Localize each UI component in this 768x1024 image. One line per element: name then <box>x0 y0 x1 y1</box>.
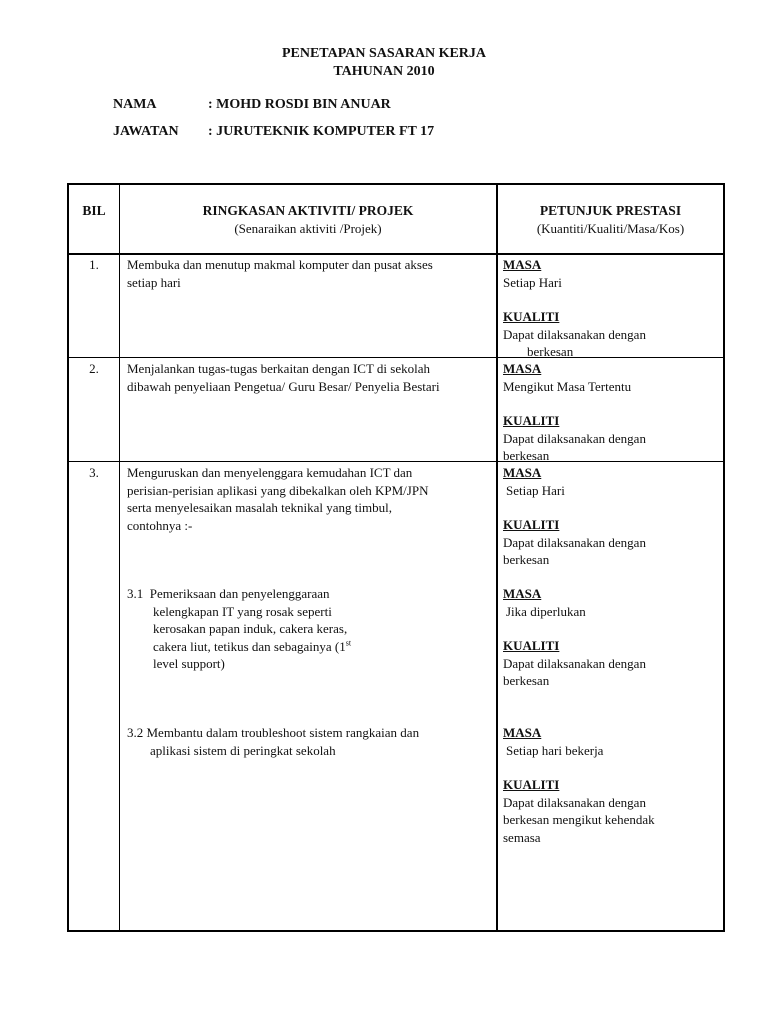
subitem-3-1 <box>127 585 493 673</box>
row-3-indicator-3 <box>503 724 721 846</box>
header-activity-label: RINGKASAN AKTIVITI/ PROJEK <box>202 203 414 218</box>
row-3-bil: 3. <box>89 465 99 480</box>
header-indicator-label: PETUNJUK PRESTASI <box>539 203 682 218</box>
info-jawatan-value: : JURUTEKNIK KOMPUTER FT 17 <box>208 124 435 139</box>
row-1-indicator <box>503 256 721 361</box>
activity-line: Menjalankan tugas-tugas berkaitan dengan ICT di sekolah <box>127 361 431 376</box>
row-2-indicator <box>503 360 721 465</box>
table-border-bottom <box>67 930 725 932</box>
row-2-bil: 2. <box>89 361 99 376</box>
header-indicator-sub: (Kuantiti/Kualiti/Masa/Kos) <box>536 220 685 236</box>
kualiti-value: Dapat dilaksanakan dengan <box>503 534 646 550</box>
subitem-line: Pemeriksaan dan penyelenggaraan <box>149 586 330 601</box>
column-divider-2 <box>496 183 498 932</box>
kualiti-label: KUALITI <box>503 517 560 532</box>
info-nama <box>113 97 391 113</box>
kualiti-value: semasa <box>503 829 541 845</box>
header-bil-label: BIL <box>82 203 106 218</box>
row-3-indicator-2 <box>503 585 721 690</box>
kualiti-label: KUALITI <box>503 777 560 792</box>
document-year: TAHUNAN 2010 <box>333 64 435 79</box>
kualiti-label: KUALITI <box>503 309 560 324</box>
activity-line: Menguruskan dan menyelenggara kemudahan ICT dan <box>127 465 413 480</box>
activity-line: Membuka dan menutup makmal komputer dan pusat akses <box>127 257 433 272</box>
subitem-line: cakera liut, tetikus dan sebagainya (1 <box>153 638 346 654</box>
masa-label: MASA <box>503 725 542 740</box>
kualiti-label: KUALITI <box>503 413 560 428</box>
activity-line: dibawah penyeliaan Pengetua/ Guru Besar/ Penyelia Bestari <box>127 378 440 394</box>
header-activity <box>120 202 496 237</box>
info-nama-value: : MOHD ROSDI BIN ANUAR <box>208 97 391 112</box>
activity-line: perisian-perisian aplikasi yang dibekalkan oleh KPM/JPN <box>127 482 429 498</box>
kualiti-value: Dapat dilaksanakan dengan <box>503 794 646 810</box>
subitem-line: level support) <box>153 656 225 671</box>
table-border-right <box>723 183 725 932</box>
activity-line: contohnya :- <box>127 517 193 533</box>
masa-value: Setiap Hari <box>503 274 562 290</box>
masa-value: Mengikut Masa Tertentu <box>503 378 632 394</box>
masa-label: MASA <box>503 257 542 272</box>
subitem-number: 3.1 <box>127 586 144 601</box>
kualiti-value: berkesan <box>527 344 574 359</box>
document-title: PENETAPAN SASARAN KERJA <box>281 46 487 61</box>
info-jawatan <box>113 124 434 140</box>
subitem-line: kelengkapan IT yang rosak seperti <box>153 603 332 619</box>
masa-label: MASA <box>503 586 542 601</box>
masa-value: Setiap hari bekerja <box>506 742 604 758</box>
table-border-left <box>67 183 69 932</box>
subitem-line: kerosakan papan induk, cakera keras, <box>153 621 348 636</box>
header-bil <box>69 202 119 220</box>
masa-label: MASA <box>503 361 542 376</box>
kualiti-value: Dapat dilaksanakan dengan <box>503 430 646 446</box>
kualiti-value: berkesan <box>503 552 550 567</box>
row-divider-header <box>67 253 725 255</box>
kualiti-value: Dapat dilaksanakan dengan <box>503 655 646 671</box>
row-1-bil: 1. <box>89 257 99 272</box>
column-divider-1 <box>119 183 120 932</box>
info-jawatan-label: JAWATAN <box>113 124 179 139</box>
table-border-top <box>67 183 725 185</box>
row-1-activity <box>127 256 493 291</box>
subitem-3-2 <box>127 724 493 759</box>
header-activity-sub: (Senaraikan aktiviti /Projek) <box>234 220 382 236</box>
subitem-line: aplikasi sistem di peringkat sekolah <box>150 742 336 758</box>
masa-value: Setiap Hari <box>506 482 565 498</box>
kualiti-value: berkesan <box>503 448 550 463</box>
subitem-line: 3.2 Membantu dalam troubleshoot sistem rangkaian dan <box>127 725 420 740</box>
header-indicator <box>498 202 723 237</box>
kualiti-value: berkesan <box>503 673 550 688</box>
info-nama-label: NAMA <box>113 97 157 112</box>
masa-value: Jika diperlukan <box>506 603 586 619</box>
kualiti-label: KUALITI <box>503 638 560 653</box>
superscript: st <box>345 638 352 648</box>
row-2-activity <box>127 360 493 395</box>
kualiti-value: berkesan mengikut kehendak <box>503 812 655 827</box>
activity-line: setiap hari <box>127 274 181 290</box>
row-3-indicator-1 <box>503 464 721 569</box>
activity-line: serta menyelesaikan masalah teknikal yang timbul, <box>127 500 392 515</box>
kualiti-value: Dapat dilaksanakan dengan <box>503 326 646 342</box>
row-3-activity <box>127 464 493 534</box>
masa-label: MASA <box>503 465 542 480</box>
